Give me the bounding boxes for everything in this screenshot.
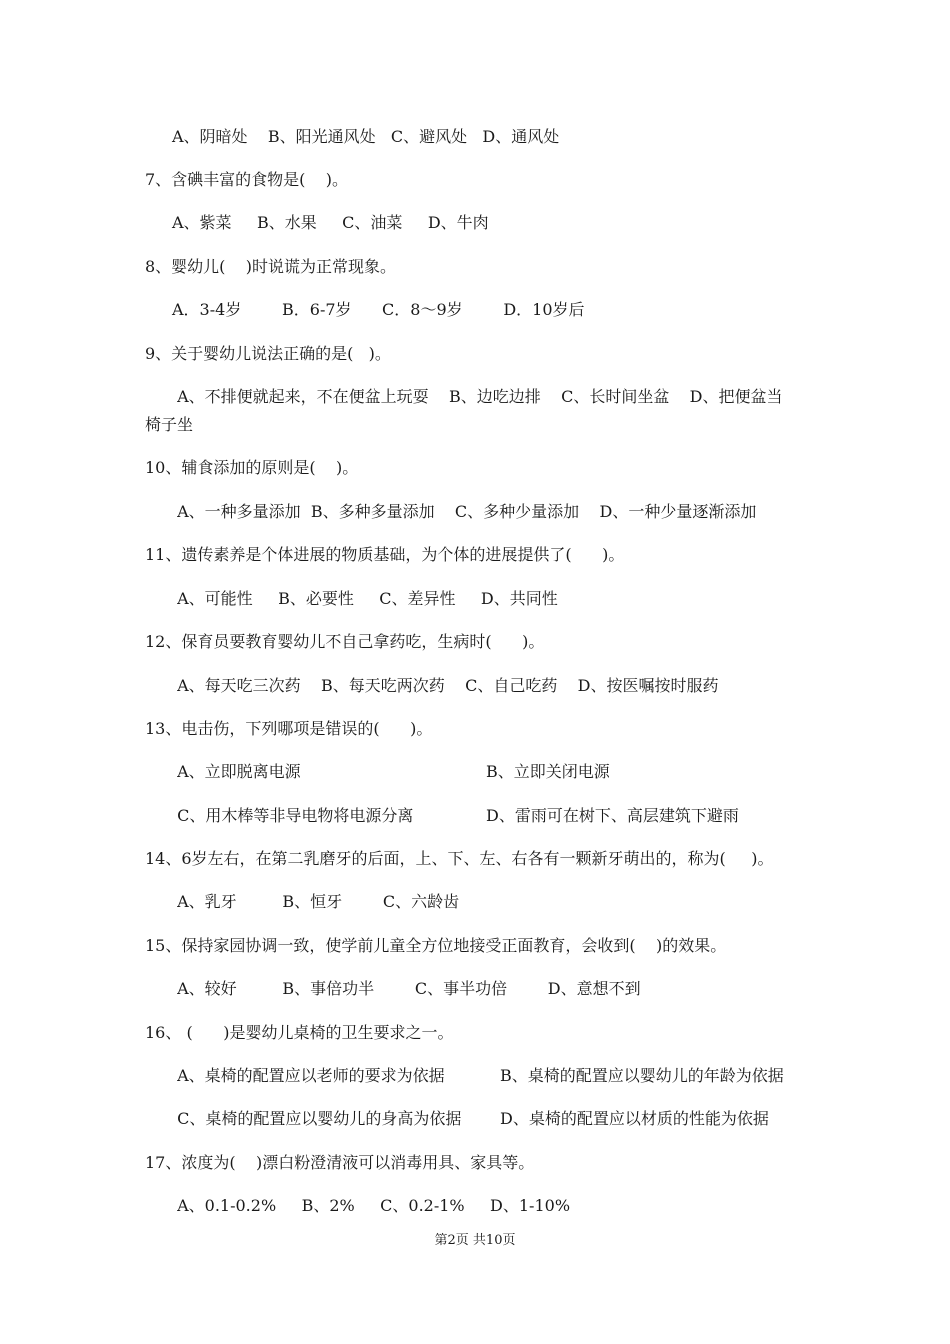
q17-options: A、0.1-0.2% B、2% C、0.2-1% D、1-10%	[172, 1196, 571, 1215]
q12-options: A、每天吃三次药 B、每天吃两次药 C、自己吃药 D、按医嘱按时服药	[172, 676, 719, 695]
question-11: 11、遗传素养是个体进展的物质基础，为个体的进展提供了( )。	[145, 545, 625, 564]
q9-options-line2: 椅子坐	[145, 415, 194, 434]
question-13: 13、电击伤，下列哪项是错误的( )。	[145, 719, 433, 738]
question-15: 15、保持家园协调一致，使学前儿童全方位地接受正面教育，会收到( )的效果。	[145, 936, 727, 955]
q13-option-a: A、立即脱离电源	[172, 762, 301, 781]
question-9: 9、关于婴幼儿说法正确的是( )。	[145, 344, 391, 363]
q16-option-a: A、桌椅的配置应以老师的要求为依据	[172, 1066, 445, 1085]
question-10: 10、辅食添加的原则是( )。	[145, 458, 359, 477]
q14-options: A、乳牙 B、恒牙 C、六龄齿	[172, 892, 460, 911]
question-8: 8、婴幼儿( )时说谎为正常现象。	[145, 257, 397, 276]
q9-options-line1: A、不排便就起来，不在便盆上玩耍 B、边吃边排 C、长时间坐盆 D、把便盆当	[172, 387, 783, 406]
question-16: 16、 ( )是婴幼儿桌椅的卫生要求之一。	[145, 1023, 454, 1042]
q11-options: A、可能性 B、必要性 C、差异性 D、共同性	[172, 589, 558, 608]
q15-options: A、较好 B、事倍功半 C、事半功倍 D、意想不到	[172, 979, 641, 998]
q16-option-d: D、桌椅的配置应以材质的性能为依据	[500, 1109, 769, 1128]
question-7: 7、含碘丰富的食物是( )。	[145, 170, 349, 189]
q13-option-b: B、立即关闭电源	[486, 762, 610, 781]
q16-option-c: C、桌椅的配置应以婴幼儿的身高为依据	[172, 1109, 462, 1128]
q16-option-b: B、桌椅的配置应以婴幼儿的年龄为依据	[500, 1066, 784, 1085]
question-12: 12、保育员要教育婴幼儿不自己拿药吃，生病时( )。	[145, 632, 545, 651]
q13-option-d: D、雷雨可在树下、高层建筑下避雨	[486, 806, 739, 825]
q10-options: A、一种多量添加 B、多种多量添加 C、多种少量添加 D、一种少量逐渐添加	[172, 502, 757, 521]
q6-options: A、阴暗处 B、阳光通风处 C、避风处 D、通风处	[172, 127, 560, 146]
question-14: 14、6岁左右，在第二乳磨牙的后面，上、下、左、右各有一颗新牙萌出的，称为( )。	[145, 849, 774, 868]
q13-option-c: C、用木棒等非导电物将电源分离	[172, 806, 414, 825]
page-footer: 第2页 共10页	[434, 1233, 516, 1248]
q8-options: A．3-4岁 B．6-7岁 C．8～9岁 D．10岁后	[172, 300, 585, 319]
question-17: 17、浓度为( )漂白粉澄清液可以消毒用具、家具等。	[145, 1153, 535, 1172]
q7-options: A、紫菜 B、水果 C、油菜 D、牛肉	[172, 213, 489, 232]
